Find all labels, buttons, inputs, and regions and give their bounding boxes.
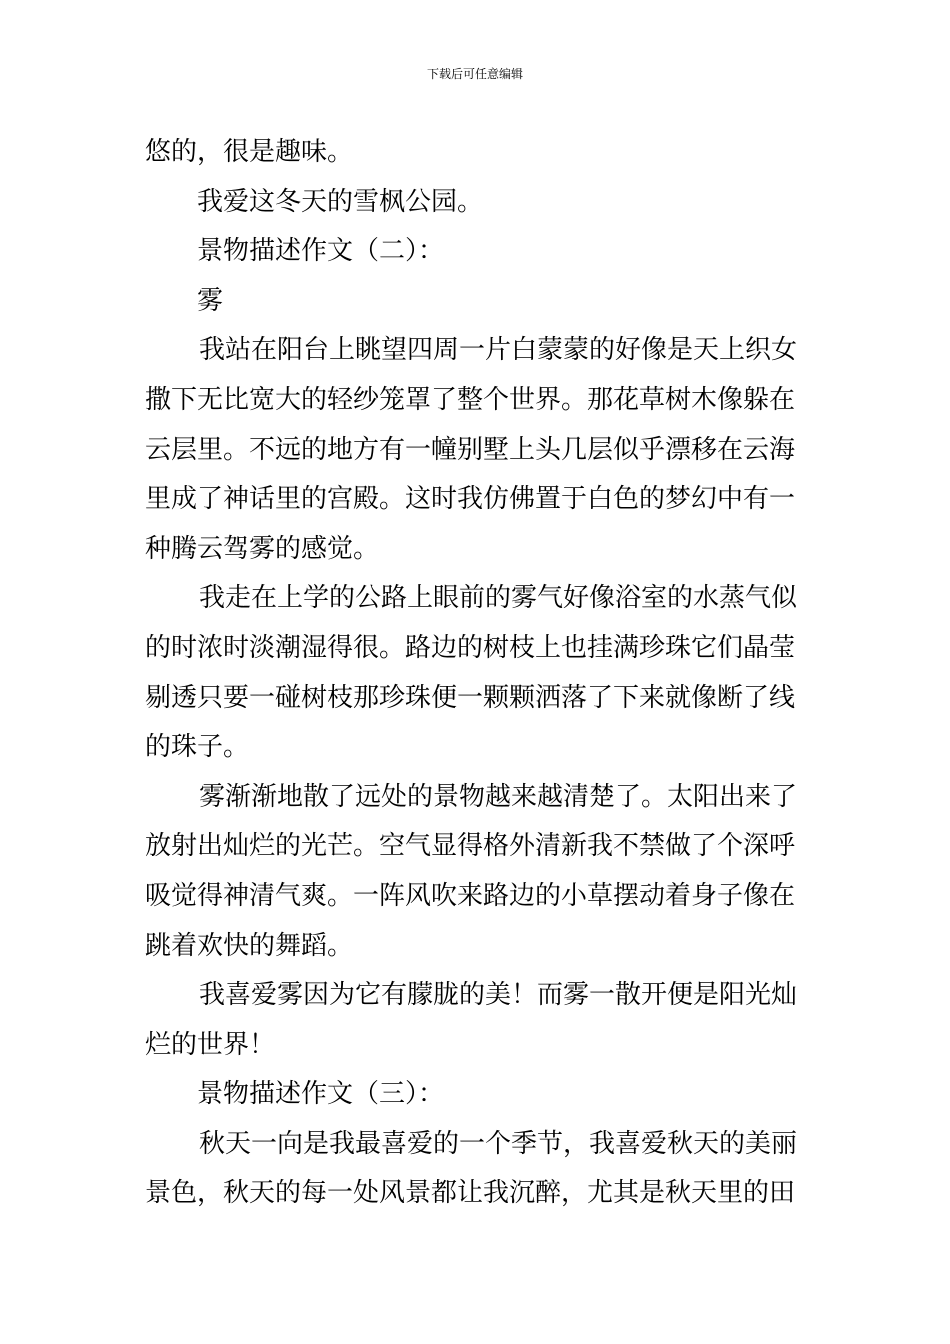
text-line: 的时浓时淡潮湿得很。路边的树枝上也挂满珍珠它们晶莹 bbox=[145, 632, 796, 663]
text-line: 放射出灿烂的光芒。空气显得格外清新我不禁做了个深呼 bbox=[145, 831, 796, 862]
document-body bbox=[145, 128, 815, 1219]
text-line: 的珠子。 bbox=[145, 732, 250, 763]
text-line: 云层里。不远的地方有一幢别墅上头几层似乎漂移在云海 bbox=[145, 434, 796, 465]
text-line: 雾渐渐地散了远处的景物越来越清楚了。太阳出来了 bbox=[199, 781, 798, 812]
text-line: 种腾云驾雾的感觉。 bbox=[145, 533, 380, 564]
text-line: 秋天一向是我最喜爱的一个季节，我喜爱秋天的美丽 bbox=[199, 1128, 798, 1159]
text-line: 跳着欢快的舞蹈。 bbox=[145, 930, 354, 961]
text-line: 悠的，很是趣味。 bbox=[145, 137, 354, 167]
section-heading: 景物描述作文（三）： bbox=[197, 1079, 445, 1110]
text-line: 里成了神话里的宫殿。这时我仿佛置于白色的梦幻中有一 bbox=[145, 484, 796, 515]
text-line: 吸觉得神清气爽。一阵风吹来路边的小草摆动着身子像在 bbox=[145, 880, 796, 911]
text-line: 我站在阳台上眺望四周一片白蒙蒙的好像是天上织女 bbox=[199, 335, 798, 366]
text-line: 剔透只要一碰树枝那珍珠便一颗颗洒落了下来就像断了线 bbox=[145, 682, 796, 713]
text-line: 景色，秋天的每一处风景都让我沉醉，尤其是秋天里的田 bbox=[145, 1178, 796, 1209]
text-line: 烂的世界！ bbox=[145, 1029, 276, 1060]
essay-title: 雾 bbox=[197, 285, 224, 316]
section-heading: 景物描述作文（二）： bbox=[197, 236, 445, 267]
text-line: 我爱这冬天的雪枫公园。 bbox=[197, 186, 484, 217]
page-header-note: 下载后可任意编辑 bbox=[426, 67, 523, 81]
text-line: 我喜爱雾因为它有朦胧的美！而雾一散开便是阳光灿 bbox=[199, 980, 798, 1011]
text-line: 撒下无比宽大的轻纱笼罩了整个世界。那花草树木像躲在 bbox=[145, 384, 796, 415]
text-line: 我走在上学的公路上眼前的雾气好像浴室的水蒸气似 bbox=[199, 583, 798, 614]
